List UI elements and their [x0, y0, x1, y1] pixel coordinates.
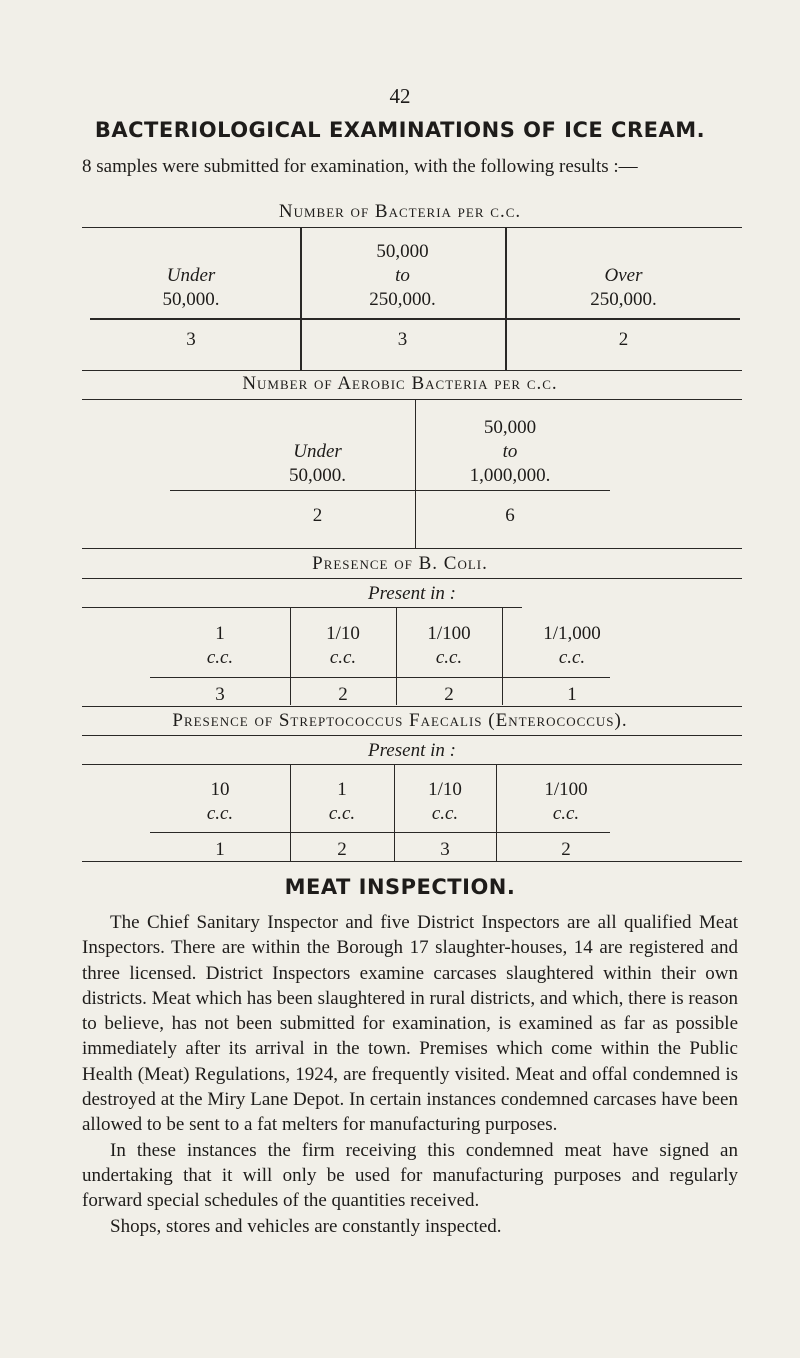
table1-header-cell: 50,000 to 250,000. [369, 241, 436, 310]
table2-mid-rule [170, 490, 610, 491]
table3-value: 3 [215, 684, 225, 705]
table1-header-cell: Over 250,000. [590, 265, 657, 310]
table4-sub-rule [82, 764, 742, 765]
table2-top-rule [82, 399, 742, 400]
table3-title: Presence of B. Coli. [312, 553, 488, 574]
page-number: 42 [389, 84, 411, 108]
table3-value: 2 [338, 684, 348, 705]
meat-paragraph-2: In these instances the firm receiving this condemned meat have signed an undertaking that it will only be used for manufacturing purposes and regularly forward special schedules of the quantities received. [82, 1139, 738, 1212]
table4-mid-rule [150, 832, 610, 833]
table2-title: Number of Aerobic Bacteria per c.c. [242, 373, 558, 394]
table1-value: 2 [618, 329, 629, 350]
table1-value: 3 [397, 329, 408, 350]
table2-bottom-rule [82, 548, 742, 549]
table4-title: Presence of Streptococcus Faecalis (Enterococcus). [172, 710, 628, 731]
table3-top-rule [82, 578, 742, 579]
table3-header-cell: 1/100 c.c. [427, 623, 471, 668]
heading-meat-inspection: MEAT INSPECTION. [284, 875, 516, 899]
table3-value: 1 [567, 684, 577, 705]
table4-value: 2 [561, 839, 571, 860]
meat-paragraph-3: Shops, stores and vehicles are constantly inspected. [110, 1215, 502, 1237]
table4-value: 3 [440, 839, 450, 860]
heading-bacteriological: BACTERIOLOGICAL EXAMINATIONS OF ICE CREAM. [94, 118, 706, 142]
table3-mid-rule [150, 677, 610, 678]
table2-value: 2 [312, 505, 323, 526]
table4-header-cell: 1/100 c.c. [544, 779, 588, 824]
table1-bottom-rule [82, 370, 742, 371]
table1-header-cell: Under 50,000. [162, 265, 220, 310]
table3-present-label: Present in : [368, 583, 456, 604]
intro-paragraph: 8 samples were submitted for examination, with the following results :— [82, 156, 638, 177]
table4-top-rule [82, 735, 742, 736]
table3-bottom-rule [82, 706, 742, 707]
table2-value: 6 [505, 505, 515, 526]
table3-value: 2 [444, 684, 454, 705]
table4-header-cell: 10 c.c. [206, 779, 234, 824]
table1-top-rule [82, 227, 742, 228]
table3-header-cell: 1/10 c.c. [326, 623, 360, 668]
table3-header-cell: 1/1,000 c.c. [543, 623, 601, 668]
meat-paragraph-1: The Chief Sanitary Inspector and five District Inspectors are all qualified Meat Inspectors. There are within the Borough 17 slaughter-houses, 14 are registered and three licensed. District Inspectors examine carcases slaughtered within their own districts. Meat which has been slaughtered in rural districts, and which, there is reason to believe, has not been submitted for examination, is examined as far as possible immediately after its arrival in the town. Premises which come within the Public Health (Meat) Regulations, 1924, are frequently visited. Meat and offal condemned is destroyed at the Miry Lane Depot. In certain instances condemned carcases have been allowed to be sent to a fat melters for manufacturing purposes. [82, 912, 738, 1136]
table3-sub-rule [82, 607, 522, 608]
table3-header-cell: 1 c.c. [206, 623, 234, 668]
table1-title: Number of Bacteria per c.c. [278, 201, 522, 222]
table4-value: 2 [337, 839, 347, 860]
meat-inspection-text [82, 910, 738, 1239]
table1-value: 3 [186, 329, 196, 350]
table1-mid-rule [90, 318, 740, 320]
table4-present-label: Present in : [368, 740, 456, 761]
table4-bottom-rule [82, 861, 742, 862]
table4-header-cell: 1/10 c.c. [428, 779, 462, 824]
table2-header-cell: Under 50,000. [289, 441, 346, 486]
table4-value: 1 [215, 839, 225, 860]
table2-header-cell: 50,000 to 1,000,000. [469, 417, 551, 486]
table4-header-cell: 1 c.c. [328, 779, 356, 824]
